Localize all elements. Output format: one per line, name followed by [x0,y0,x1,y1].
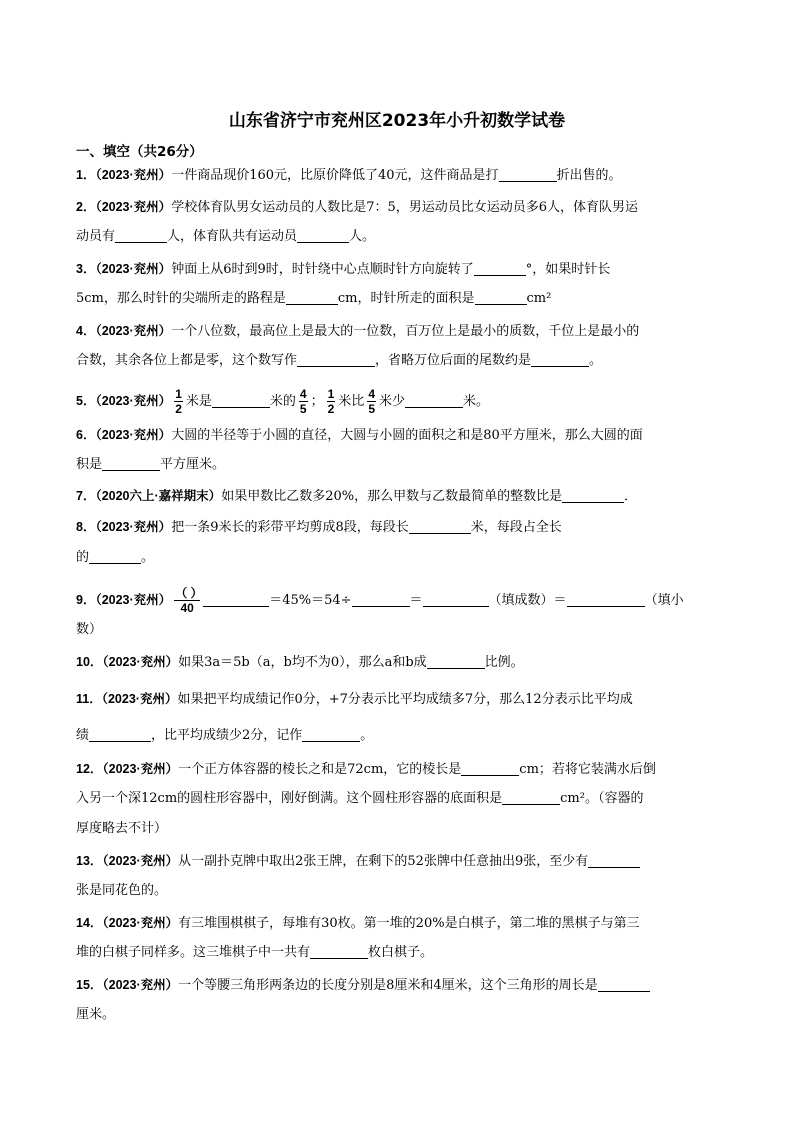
question-14-line-2: 堆的白棋子同样多。这三堆棋子中一共有 枚白棋子。 [76,945,434,960]
question-3: 3．（2023·兖州）钟面上从6时到9时，时针绕中心点顺时针方向旋转了 °，如果时针长 [76,262,611,277]
answer-blank[interactable] [562,488,624,503]
answer-blank[interactable] [427,654,485,669]
question-number: 15． [76,978,103,992]
answer-blank[interactable] [405,393,463,408]
question-12-line-3: 厚度略去不计） [76,821,168,836]
answer-blank[interactable] [115,228,167,243]
answer-blank[interactable] [352,592,410,607]
question-source: （2023·兖州） [101,692,178,706]
fraction: $\frac{1}{2}$ [327,387,335,416]
question-5: 5．（2023·兖州） $\frac{1}{2}$ 米是 米的 $\frac{4}{5}$ ； $\frac{1}{2}$ 米比 $\frac{4}{5}$ 米少 米。 [76,387,490,416]
question-number: 3． [76,262,96,276]
question-source: （2023·兖州） [95,394,172,408]
question-6: 6．（2023·兖州）大圆的半径等于小圆的直径，大圆与小圆的面积之和是80平方厘米，那么大圆的面 [76,428,643,443]
answer-blank[interactable] [89,727,151,742]
question-number: 7． [76,489,96,503]
exam-title: 山东省济宁市兖州区2023年小升初数学试卷 [228,111,566,131]
question-10: 10．（2023·兖州）如果3a＝5b（a，b均不为0），那么a和b成 比例。 [76,655,524,670]
question-12: 12．（2023·兖州）一个正方体容器的棱长之和是72cm，它的棱长是 cm；若将它装满水后倒 [76,762,656,777]
question-3-line-2: 5cm，那么时针的尖端所走的路程是 cm，时针所走的面积是 cm² [76,291,552,306]
question-number: 9． [76,593,96,607]
question-8: 8．（2023·兖州）把一条9米长的彩带平均剪成8段，每段长 米，每段占全长 [76,520,562,535]
answer-blank[interactable] [102,456,160,471]
answer-blank[interactable] [474,261,526,276]
question-4-line-2: 合数，其余各位上都是零，这个数写作 ，省略万位后面的尾数约是 。 [76,353,603,368]
question-13: 13．（2023·兖州）从一副扑克牌中取出2张王牌，在剩下的52张牌中任意抽出9张，至少有 [76,852,726,871]
question-7: 7．（2020六上·嘉祥期末）如果甲数比乙数多20%，那么甲数与乙数最简单的整数比是 ． [76,489,638,504]
question-source: （2023·兖州） [95,168,172,182]
question-11: 11．（2023·兖州）如果把平均成绩记作0分，+7分表示比平均成绩多7分，那么12分表示比平均成 [76,692,633,707]
question-source: （2023·兖州） [102,655,179,669]
answer-blank[interactable] [475,290,527,305]
question-8-line-2: 的 。 [76,550,155,565]
answer-blank[interactable] [461,761,519,776]
question-12-line-2: 入另一个深12cm的圆柱形容器中，刚好倒满。这个圆柱形容器的底面积是 cm²。（容器的 [76,791,644,806]
question-number: 8． [76,520,96,534]
answer-blank[interactable] [588,853,640,868]
question-number: 12． [76,762,103,776]
question-4: 4．（2023·兖州）一个八位数，最高位上是最大的一位数，百万位上是最小的质数，千位上是最小的 [76,324,640,339]
question-number: 4． [76,324,96,338]
question-source: （2023·兖州） [102,978,179,992]
fraction: $\frac{1}{2}$ [175,387,182,416]
fraction: $\frac{4}{5}$ [299,387,307,416]
question-9: 9．（2023·兖州） $\frac{( )}{40}$ ＝45%＝54÷ ＝ （填成数）＝ （填小 [76,586,684,615]
question-source: （2023·兖州） [95,593,172,607]
question-9-line-2: 数） [76,622,103,637]
answer-blank[interactable] [598,977,650,992]
question-1: 1．（2023·兖州）一件商品现价160元，比原价降低了40元，这件商品是打 折出售的。 [76,168,622,183]
answer-blank[interactable] [212,393,270,408]
question-source: （2023·兖州） [95,520,172,534]
question-15-line-2: 厘米。 [76,1007,116,1022]
question-2: 2．（2023·兖州）学校体育队男女运动员的人数比是7：5，男运动员比女运动员多6人，体育队男运 [76,200,639,215]
answer-blank[interactable] [297,228,349,243]
question-source: （2023·兖州） [95,200,172,214]
fraction: $\frac{( )}{40}$ [175,586,203,615]
answer-blank[interactable] [302,727,360,742]
answer-blank[interactable] [502,790,560,805]
question-source: （2023·兖州） [102,762,179,776]
question-number: 10． [76,655,103,669]
question-source: （2023·兖州） [95,324,172,338]
question-number: 11． [76,692,102,706]
question-number: 1． [76,168,96,182]
question-number: 6． [76,428,96,442]
answer-blank[interactable] [499,167,557,182]
question-number: 13． [76,854,103,868]
answer-blank[interactable] [310,944,368,959]
question-11-line-2: 绩 ，比平均成绩少2分，记作 。 [76,728,374,743]
answer-blank[interactable] [286,290,338,305]
question-number: 5． [76,394,96,408]
question-6-line-2: 积是 平方厘米。 [76,457,226,472]
question-number: 14． [76,916,103,930]
answer-blank[interactable] [297,352,375,367]
question-13-line-2: 张是同花色的。 [76,883,168,898]
fraction: $\frac{4}{5}$ [368,387,375,416]
question-source: （2023·兖州） [102,854,179,868]
question-15: 15．（2023·兖州）一个等腰三角形两条边的长度分别是8厘米和4厘米，这个三角形的周长是 [76,976,726,995]
question-source: （2023·兖州） [102,916,179,930]
answer-blank[interactable] [89,549,141,564]
question-source: （2020六上·嘉祥期末） [95,489,222,503]
question-2-line-2: 动员有 人，体育队共有运动员 人。 [76,229,376,244]
answer-blank[interactable] [409,519,471,534]
answer-blank[interactable] [423,592,489,607]
section-heading: 一、填空（共26分） [76,144,203,160]
question-14: 14．（2023·兖州）有三堆围棋棋子，每堆有30枚。第一堆的20%是白棋子，第二堆的黑棋子与第三 [76,916,640,931]
answer-blank[interactable] [531,352,589,367]
answer-blank[interactable] [567,592,645,607]
answer-blank[interactable] [203,592,269,607]
question-source: （2023·兖州） [95,428,172,442]
question-number: 2． [76,200,96,214]
question-source: （2023·兖州） [95,262,172,276]
